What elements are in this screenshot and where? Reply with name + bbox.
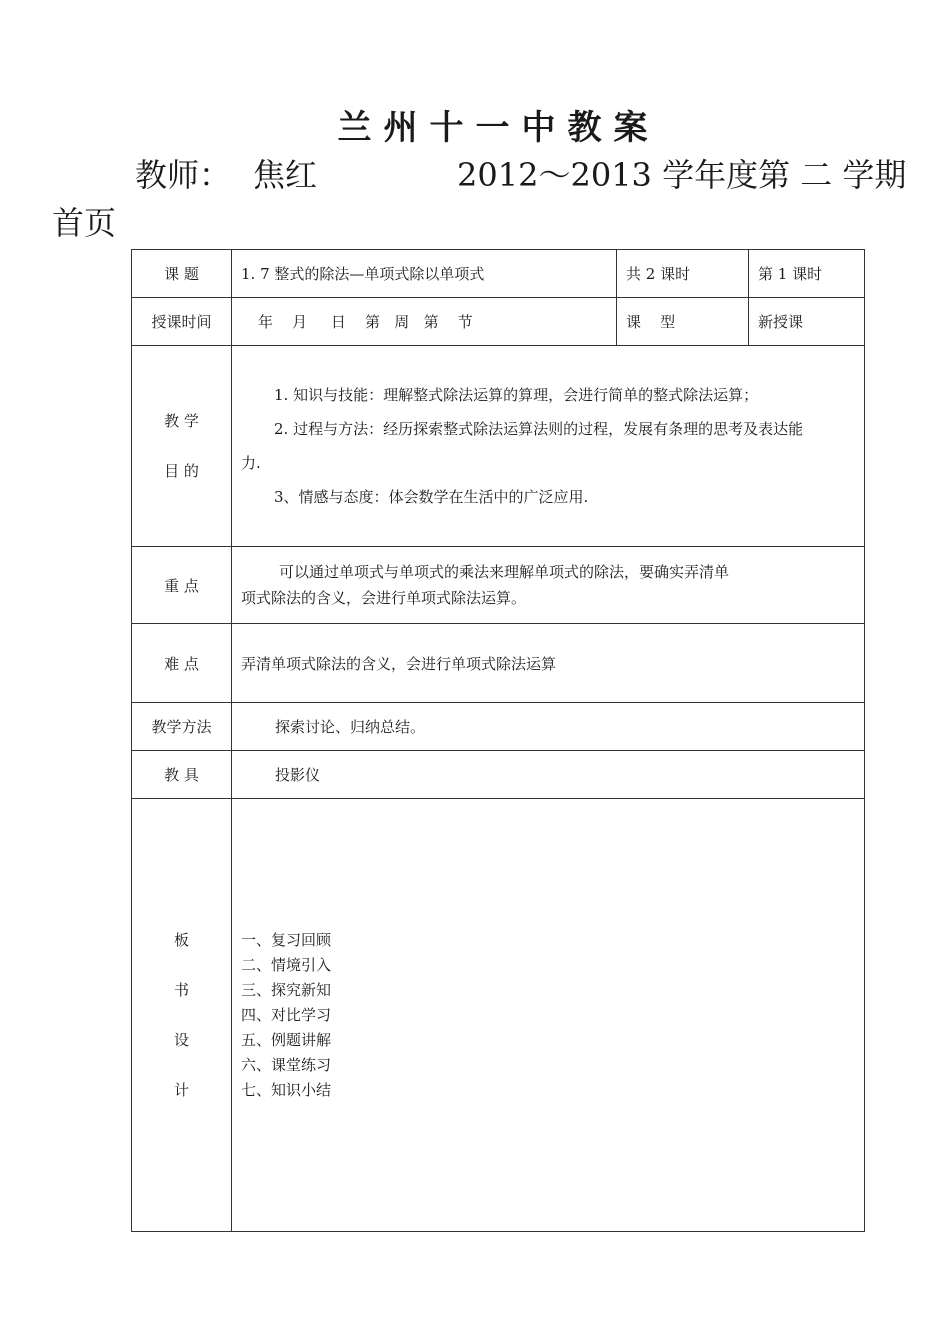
board-item: 六、课堂练习: [241, 1055, 332, 1074]
method-label: 教学方法: [132, 703, 232, 751]
board-item: 二、情境引入: [241, 955, 332, 974]
objectives-label-line1: 教 学: [164, 412, 199, 430]
lesson-type-label: 课 型: [617, 298, 749, 346]
objectives-label-line2: 目 的: [164, 462, 199, 480]
objective-item: 力.: [241, 454, 261, 472]
method-value: 探索讨论、归纳总结。: [232, 703, 865, 751]
topic-label: 课 题: [132, 250, 232, 298]
board-label-char: 设: [173, 1031, 189, 1049]
board-item: 一、复习回顾: [241, 930, 332, 949]
board-label-char: 板: [173, 931, 189, 949]
difficulties-value: 弄清单项式除法的含义，会进行单项式除法运算: [232, 624, 865, 703]
total-periods: 共 2 课时: [617, 250, 749, 298]
key-points-line1: 可以通过单项式与单项式的乘法来理解单项式的除法，要确实弄清单: [279, 563, 730, 581]
topic-row: [132, 250, 865, 298]
lesson-type-value: 新授课: [749, 298, 865, 346]
key-points-label: 重 点: [132, 547, 232, 624]
tools-label: 教 具: [132, 751, 232, 799]
objective-item: 3、情感与态度：体会数学在生活中的广泛应用.: [274, 488, 589, 506]
schedule-row: [132, 298, 865, 346]
board-label-char: 计: [173, 1081, 189, 1099]
lesson-plan-table: [131, 249, 865, 1232]
document-title: 兰州十一中教案: [337, 108, 660, 148]
objectives-content: [232, 346, 865, 547]
objective-item: 1. 知识与技能：理解整式除法运算的算理，会进行简单的整式除法运算；: [274, 386, 759, 404]
topic-value: 1. 7 整式的除法—单项式除以单项式: [232, 250, 617, 298]
teacher-line: [135, 150, 906, 200]
board-item: 四、对比学习: [241, 1005, 332, 1024]
board-item: 三、探究新知: [241, 980, 332, 999]
objective-item: 2. 过程与方法：经历探索整式除法运算法则的过程，发展有条理的思考及表达能: [274, 420, 804, 438]
objectives-row: [132, 346, 865, 547]
homepage-label: 首页: [52, 204, 117, 242]
difficulties-label: 难 点: [132, 624, 232, 703]
school-year: 2012～2013 学年度第 二 学期: [457, 156, 907, 194]
board-design-row: [132, 799, 865, 1232]
tools-value: 投影仪: [232, 751, 865, 799]
method-row: [132, 703, 865, 751]
current-period: 第 1 课时: [749, 250, 865, 298]
board-design-label: [141, 915, 222, 1115]
schedule-label: 授课时间: [132, 298, 232, 346]
key-points-row: [132, 547, 865, 624]
board-item: 五、例题讲解: [241, 1030, 332, 1049]
board-label-char: 书: [173, 981, 189, 999]
teacher-name: 焦红: [253, 156, 318, 194]
board-item: 七、知识小结: [241, 1080, 332, 1099]
difficulties-row: [132, 624, 865, 703]
key-points-line2: 项式除法的含义，会进行单项式除法运算。: [241, 589, 527, 607]
tools-row: [132, 751, 865, 799]
board-design-list: [241, 928, 855, 1103]
teacher-label: 教师：: [135, 156, 232, 194]
schedule-value: 年 月 日 第 周 第 节: [232, 298, 617, 346]
